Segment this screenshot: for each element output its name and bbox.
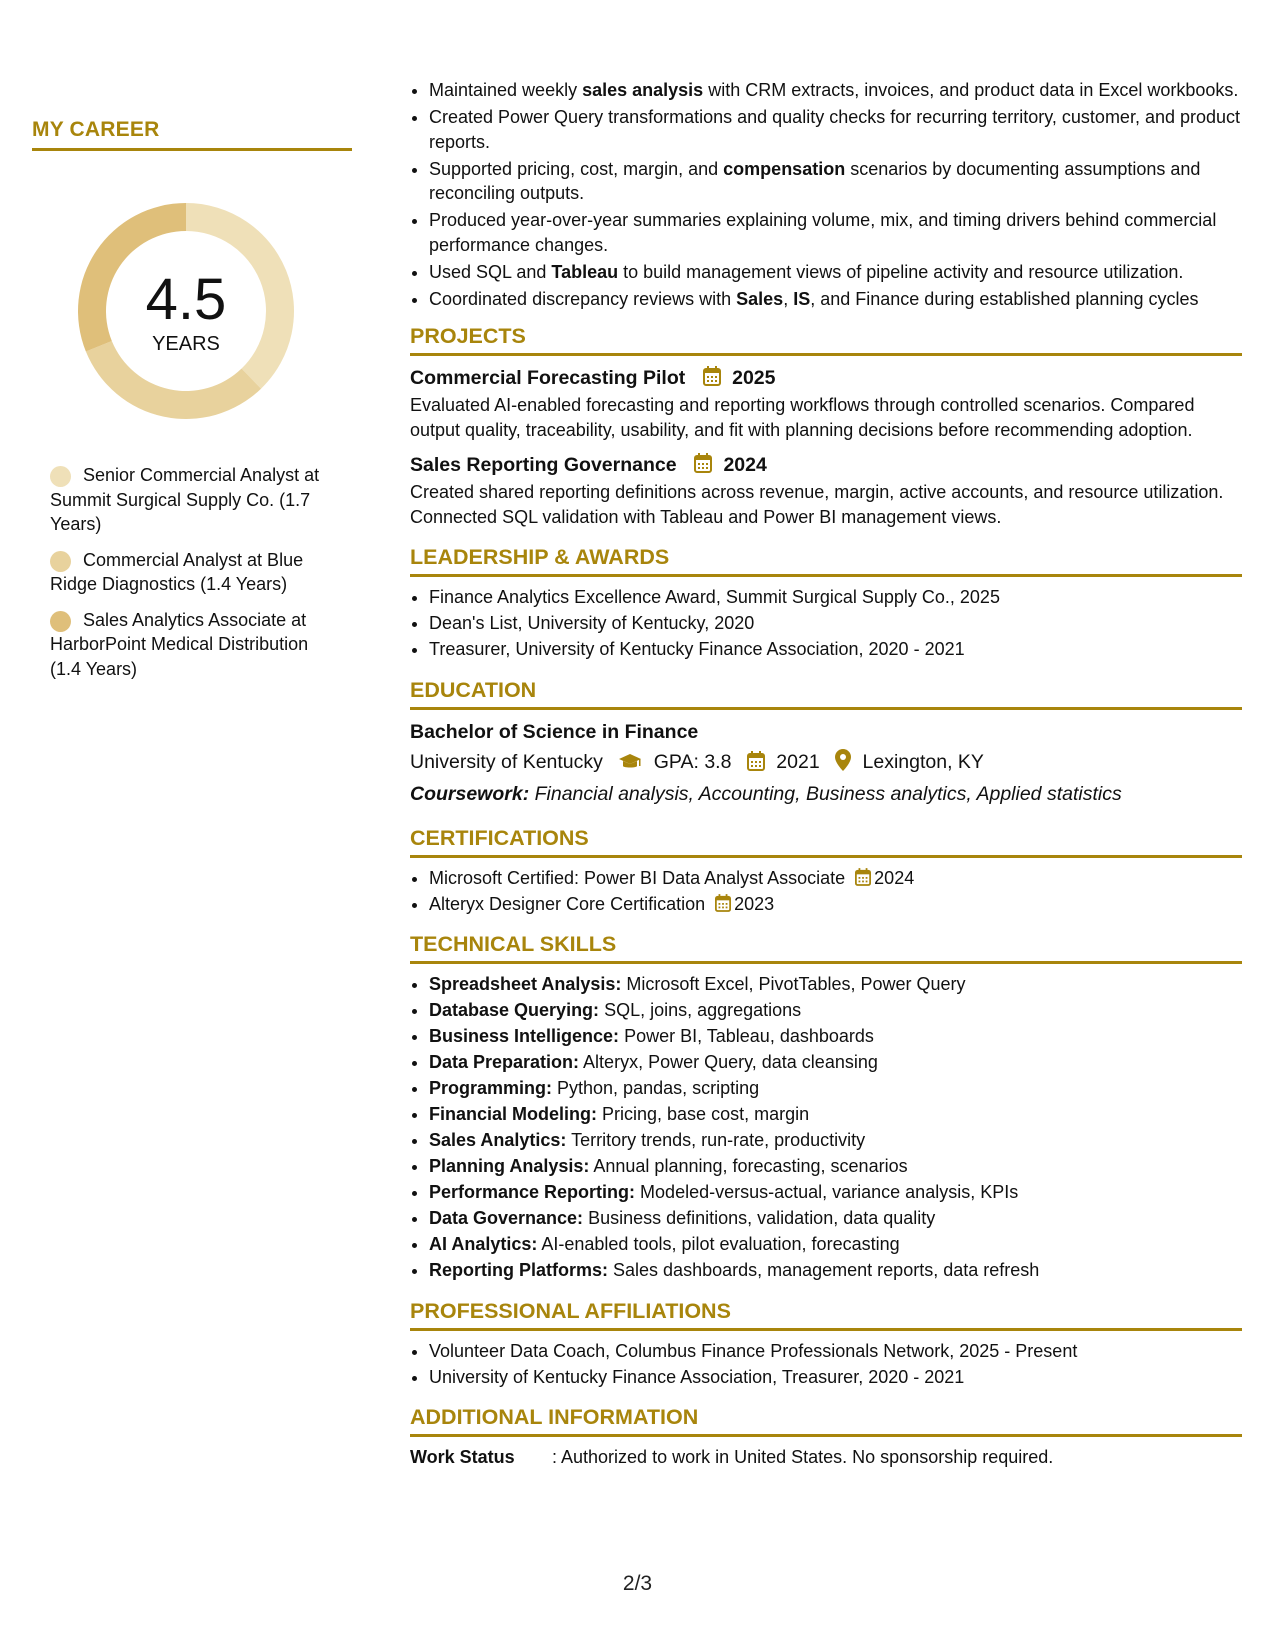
legend-text: Senior Commercial Analyst at Summit Surgical Supply Co. (1.7 Years)	[50, 465, 320, 534]
project-description: Evaluated AI-enabled forecasting and reporting workflows through controlled scenarios. Compared output quality, traceability, usability, and fit with planning decisions before recommending adoption.	[410, 395, 1195, 440]
cert-year: 2024	[874, 867, 915, 888]
school-name: University of Kentucky	[410, 750, 603, 773]
skill-label: Spreadsheet Analysis:	[429, 974, 622, 994]
work-status	[410, 1445, 1242, 1469]
skill-value: Territory trends, run-rate, productivity	[566, 1130, 866, 1150]
affiliations-section	[410, 1299, 1242, 1390]
skill-label: AI Analytics:	[429, 1234, 538, 1254]
list-item	[429, 1102, 1242, 1127]
project-name: Sales Reporting Governance	[410, 454, 677, 476]
legend-text: Commercial Analyst at Blue Ridge Diagnostics (1.4 Years)	[50, 549, 304, 594]
skill-label: Performance Reporting:	[429, 1182, 636, 1202]
keyword: sales analysis	[582, 80, 704, 100]
skill-label: Data Preparation:	[429, 1052, 580, 1072]
main-column	[410, 78, 1242, 1469]
legend-item	[50, 548, 340, 597]
degree: Bachelor of Science in Finance	[410, 720, 699, 743]
certifications-list	[410, 866, 1242, 917]
list-item	[429, 972, 1242, 997]
text: with CRM extracts, invoices, and product data in Excel workbooks.	[703, 80, 1239, 100]
legend-item	[50, 463, 340, 537]
text: scenarios by documenting assumptions and reconciling outputs.	[429, 158, 1201, 203]
cert-year: 2023	[734, 893, 775, 914]
text: Maintained weekly	[429, 80, 583, 100]
project-heading	[410, 365, 1242, 391]
skill-value: Annual planning, forecasting, scenarios	[589, 1156, 908, 1176]
gpa: GPA: 3.8	[653, 750, 732, 773]
career-title: MY CAREER	[32, 118, 352, 151]
work-status-label: Work Status	[410, 1447, 515, 1467]
skill-label: Financial Modeling:	[429, 1104, 598, 1124]
skill-value: Python, pandas, scripting	[552, 1078, 760, 1098]
legend-dot	[50, 611, 71, 632]
leadership-title: LEADERSHIP & AWARDS	[410, 545, 1242, 577]
skill-value: Sales dashboards, management reports, data refresh	[608, 1260, 1040, 1280]
legend-dot	[50, 466, 71, 487]
skill-value: Business definitions, validation, data quality	[583, 1208, 936, 1228]
list-item	[429, 157, 1242, 206]
projects-section	[410, 324, 1242, 529]
skill-value: Power BI, Tableau, dashboards	[619, 1026, 874, 1046]
career-sidebar	[32, 118, 352, 692]
skill-label: Data Governance:	[429, 1208, 584, 1228]
additional-section	[410, 1405, 1242, 1469]
list-item: • Dean's List, University of Kentucky, 2020	[429, 611, 1242, 636]
list-item	[429, 1206, 1242, 1231]
list-item	[429, 105, 1242, 154]
page-number: 2/3	[622, 1572, 653, 1595]
years-unit: YEARS	[152, 333, 220, 355]
keyword: Tableau	[551, 261, 619, 282]
coursework-list: Financial analysis, Accounting, Business analytics, Applied statistics	[529, 782, 1122, 805]
cert-name: Alteryx Designer Core Certification	[429, 893, 706, 914]
legend-text: Sales Analytics Associate at HarborPoint Medical Distribution (1.4 Years)	[50, 609, 309, 679]
list-item	[429, 866, 1242, 891]
donut-center	[66, 191, 306, 431]
keyword: IS	[793, 288, 811, 309]
career-legend	[50, 463, 340, 681]
list-item	[429, 1180, 1242, 1205]
skill-value: Pricing, base cost, margin	[597, 1104, 810, 1124]
skills-section	[410, 932, 1242, 1283]
list-item: • University of Kentucky Finance Association, Treasurer, 2020 - 2021	[429, 1365, 1242, 1390]
text: Coordinated discrepancy reviews with	[429, 288, 737, 309]
leadership-list	[410, 585, 1242, 662]
list-item: • Treasurer, University of Kentucky Finance Association, 2020 - 2021	[429, 637, 1242, 662]
text: Created Power Query transformations and quality checks for recurring territory, customer, and product reports.	[429, 107, 1241, 152]
career-donut-chart	[66, 191, 306, 431]
location: Lexington, KY	[862, 750, 984, 773]
project-heading	[410, 452, 1242, 478]
graduation-cap-icon	[618, 750, 642, 780]
list-item	[429, 1128, 1242, 1153]
text: , and Finance during established planning cycles	[810, 288, 1199, 309]
keyword: Sales	[736, 288, 784, 309]
list-item	[429, 998, 1242, 1023]
calendar-icon	[855, 868, 871, 886]
list-item	[429, 1050, 1242, 1075]
additional-title: ADDITIONAL INFORMATION	[410, 1405, 1242, 1437]
keyword: compensation	[723, 158, 846, 179]
list-item	[429, 1076, 1242, 1101]
skill-value: SQL, joins, aggregations	[599, 1000, 802, 1020]
certifications-section	[410, 826, 1242, 917]
skill-value: Modeled-versus-actual, variance analysis, KPIs	[635, 1182, 1019, 1202]
calendar-icon	[703, 366, 721, 386]
list-item: • Volunteer Data Coach, Columbus Finance Professionals Network, 2025 - Present	[429, 1339, 1242, 1364]
list-item	[429, 1258, 1242, 1283]
experience-bullets	[410, 78, 1242, 311]
list-item	[429, 208, 1242, 257]
skills-list	[410, 972, 1242, 1283]
list-item	[429, 1232, 1242, 1257]
text: Used SQL and	[429, 261, 552, 282]
leadership-section	[410, 545, 1242, 662]
text: Supported pricing, cost, margin, and	[429, 158, 724, 179]
work-status-value: : Authorized to work in United States. No sponsorship required.	[552, 1447, 1054, 1467]
calendar-icon	[747, 750, 765, 780]
list-item	[429, 892, 1242, 917]
project-description: Created shared reporting definitions across revenue, margin, active accounts, and resource utilization. Connected SQL validation with Tableau and Power BI management views.	[410, 482, 1224, 527]
skill-value: Microsoft Excel, PivotTables, Power Query	[621, 974, 966, 994]
projects-title: PROJECTS	[410, 324, 1242, 356]
coursework-label: Coursework:	[410, 782, 530, 805]
list-item	[429, 1024, 1242, 1049]
certifications-title: CERTIFICATIONS	[410, 826, 1242, 858]
project-year: 2024	[723, 454, 767, 476]
list-item	[429, 78, 1242, 103]
skill-label: Planning Analysis:	[429, 1156, 590, 1176]
education-section	[410, 678, 1242, 808]
affiliations-list	[410, 1339, 1242, 1390]
skill-label: Database Querying:	[429, 1000, 600, 1020]
list-item	[429, 1154, 1242, 1179]
legend-item	[50, 608, 340, 682]
text: to build management views of pipeline activity and resource utilization.	[618, 261, 1184, 282]
legend-dot	[50, 551, 71, 572]
text: ,	[783, 288, 794, 309]
years-value: 4.5	[145, 267, 227, 332]
skill-label: Programming:	[429, 1078, 553, 1098]
affiliations-title: PROFESSIONAL AFFILIATIONS	[410, 1299, 1242, 1331]
project-name: Commercial Forecasting Pilot	[410, 367, 686, 389]
skill-label: Sales Analytics:	[429, 1130, 567, 1150]
list-item	[429, 287, 1242, 312]
calendar-icon	[694, 453, 712, 473]
skill-label: Reporting Platforms:	[429, 1260, 609, 1280]
coursework	[410, 780, 1242, 808]
skill-label: Business Intelligence:	[429, 1026, 620, 1046]
education-details	[410, 747, 1242, 780]
skills-title: TECHNICAL SKILLS	[410, 932, 1242, 964]
project-year: 2025	[732, 367, 776, 389]
list-item: • Finance Analytics Excellence Award, Summit Surgical Supply Co., 2025	[429, 585, 1242, 610]
location-pin-icon	[835, 749, 851, 780]
skill-value: Alteryx, Power Query, data cleansing	[579, 1052, 878, 1072]
skill-value: AI-enabled tools, pilot evaluation, forecasting	[537, 1234, 900, 1254]
cert-name: Microsoft Certified: Power BI Data Analyst Associate	[429, 867, 846, 888]
education-title: EDUCATION	[410, 678, 1242, 710]
text: Produced year-over-year summaries explaining volume, mix, and timing drivers behind commercial performance changes.	[429, 210, 1217, 255]
graduation-year: 2021	[776, 750, 820, 773]
list-item	[429, 260, 1242, 285]
calendar-icon	[715, 894, 731, 912]
